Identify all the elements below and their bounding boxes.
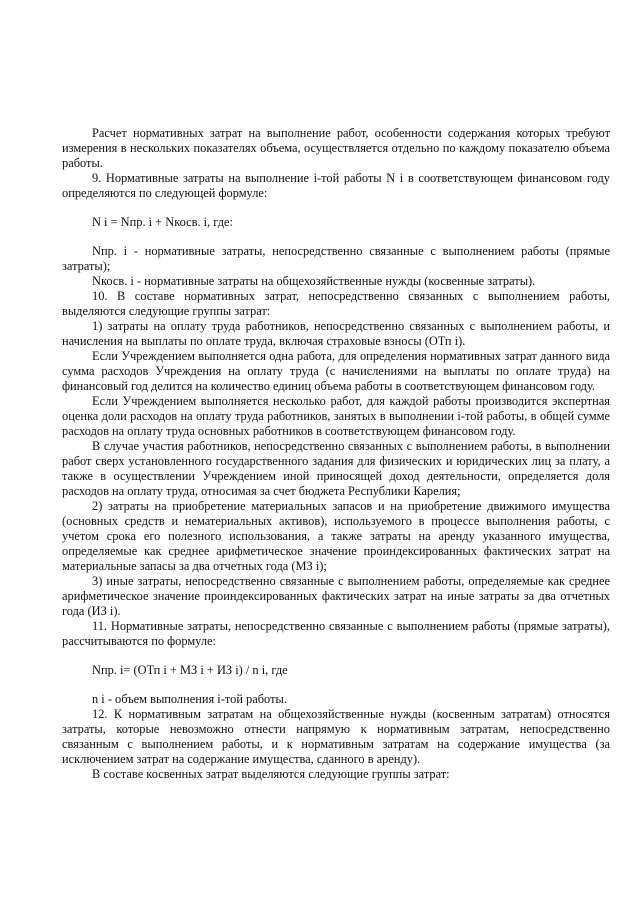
paragraph-one-work: Если Учреждением выполняется одна работа, для определения нормативных затрат данного вида сумма расходов Учреждения на оплату труда (с начислениями на выплаты по оплате труда) на финансовый год делится на количество единиц объема работы в соответствующем финансовом году. (62, 349, 610, 393)
paragraph-participation: В случае участия работников, непосредственно связанных с выполнением работы, в выполнении работ сверх установленного государственного задания для физических и юридических лиц за плату, а также в осуществлении Учреждением иной приносящей доход деятельности, определяется доля расходов на оплату труда, относимая за счет бюджета Республики Карелия; (62, 439, 610, 498)
document-page (62, 126, 610, 782)
paragraph-10-item-3: 3) иные затраты, непосредственно связанные с выполнением работы, определяемые как среднее арифметическое значение проиндексированных фактических затрат на иные затраты за два отчетных года (ИЗ i). (62, 574, 610, 618)
paragraph-12: 12. К нормативным затратам на общехозяйственные нужды (косвенным затратам) относятся затраты, которые невозможно отнести напрямую к нормативным затратам, непосредственно связанным с выполнением работы, и к нормативным затратам на содержание имущества (за исключением затрат на содержание имущества, сданного в аренду). (62, 707, 610, 766)
paragraph-9: 9. Нормативные затраты на выполнение i-той работы N i в соответствующем финансовом году определяются по следующей формуле: (62, 171, 610, 200)
paragraph-intro: Расчет нормативных затрат на выполнение работ, особенности содержания которых требуют измерения в нескольких показателях объема, осуществляется отдельно по каждому показателю объема работы. (62, 126, 610, 170)
paragraph-10-item-2: 2) затраты на приобретение материальных запасов и на приобретение движимого имущества (основных средств и нематериальных активов), используемого в процессе выполнения работы, с учетом срока его полезного использования, а также затраты на аренду указанного имущества, определяемые как среднее арифметическое значение проиндексированных фактических затрат на материальные запасы за два отчетных года (МЗ i); (62, 499, 610, 573)
paragraph-indirect-groups: В составе косвенных затрат выделяются следующие группы затрат: (92, 767, 450, 781)
paragraph-10-item-1: 1) затраты на оплату труда работников, непосредственно связанных с выполнением работы, и начисления на выплаты по оплате труда, включая страховые взносы (ОТп i). (62, 319, 610, 348)
paragraph-several-works: Если Учреждением выполняется несколько работ, для каждой работы производится экспертная оценка доли расходов на оплату труда работников, занятых в выполнении i-той работы, в общей сумме расходов на оплату труда основных работников в соответствующем финансовом году. (62, 394, 610, 438)
formula-npr-i: Nпр. i= (ОТп i + МЗ i + ИЗ i) / n i, где (92, 663, 288, 677)
paragraph-nkosv-definition: Nкосв. i - нормативные затраты на общехозяйственные нужды (косвенные затраты). (92, 274, 536, 288)
paragraph-10: 10. В составе нормативных затрат, непосредственно связанных с выполнением работы, выделяются следующие группы затрат: (62, 289, 610, 318)
paragraph-n-i-definition: n i - объем выполнения i-той работы. (92, 692, 287, 706)
paragraph-npr-definition: Nпр. i - нормативные затраты, непосредственно связанные с выполнением работы (прямые затраты); (62, 244, 610, 273)
paragraph-11: 11. Нормативные затраты, непосредственно связанные с выполнением работы (прямые затраты), рассчитываются по формуле: (62, 619, 610, 648)
formula-n-i: N i = Nпр. i + Nкосв. i, где: (92, 215, 234, 229)
